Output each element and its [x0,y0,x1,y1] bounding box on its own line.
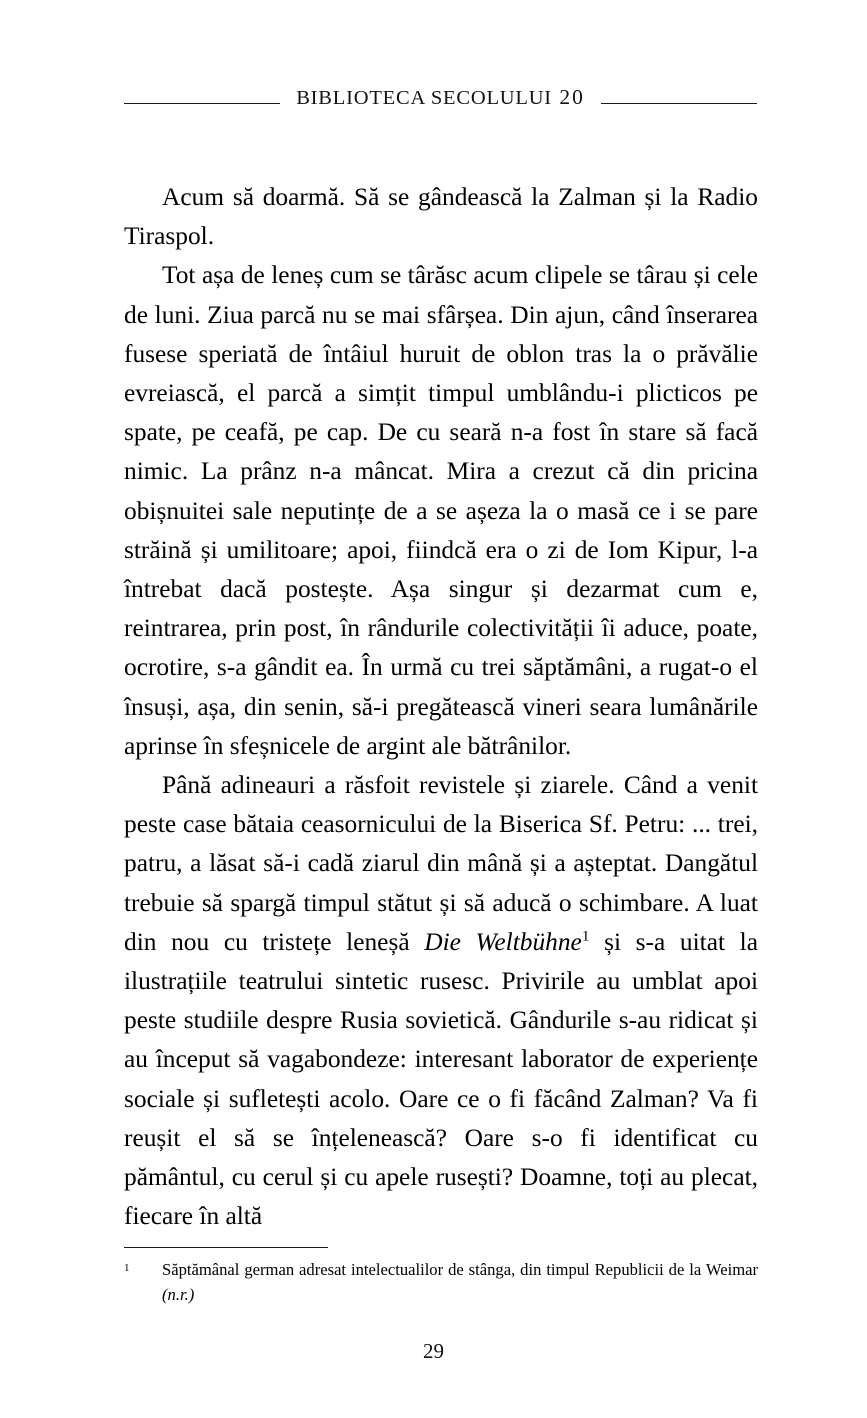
paragraph-3-text-before-italic: Până adineauri a răsfoit revistele și ziarele. Când a venit peste case bătaia ceasornicului de la Biserica Sf. Petru: ... trei, patru, a lăsat să-i cadă ziarul din mână și a așteptat. Dangătul trebuie să spargă timpul stătut și să aducă o schimbare. A luat din nou cu tristețe leneșă [124,771,758,956]
footnote-1 [124,1257,758,1307]
header-title-number: 20 [559,84,585,109]
header-title-text: BIBLIOTECA SECOLULUI [296,86,552,109]
running-header [124,82,757,112]
paragraph-3 [124,766,758,1236]
footnote-text: Săptămânal german adresat intelectualilor de stânga, din timpul Republicii de la Weimar [162,1260,758,1279]
header-rule-left [124,103,280,104]
footnote-attribution: (n.r.) [162,1285,195,1304]
journal-title-die-weltbuhne: Die Weltbühne [424,927,582,956]
footnote-marker: 1 [124,1262,130,1274]
header-rule-right [601,103,757,104]
body-text-block [124,178,758,1236]
page-number: 29 [423,1339,444,1363]
footnote-separator-rule [124,1247,328,1248]
footnote-area [124,1247,758,1307]
paragraph-1: Acum să doarmă. Să se gândească la Zalman și la Radio Tiraspol. [124,183,758,251]
paragraph-2: Tot așa de leneș cum se târăsc acum clipele se târau și cele de luni. Ziua parcă nu se mai sfârșea. Din ajun, când înserarea fusese speriată de întâiul huruit de oblon tras la o prăvălie evreiască, el parcă a simțit timpul umblându-i plicticos pe spate, pe ceafă, pe cap. De cu seară n-a fost în stare să facă nimic. La prânz n-a mâncat. Mira a crezut că din pricina obișnuitei sale neputințe de a se așeza la o masă ce i se pare străină și umilitoare; apoi, fiindcă era o zi de Iom Kipur, l-a întrebat dacă postește. Așa singur și dezarmat cum e, reintrarea, prin post, în rândurile colectivității îi aduce, poate, ocrotire, s-a gândit ea. În urmă cu trei săptămâni, a rugat-o el însuși, așa, din senin, să-i pregătească vineri seara lumânările aprinse în sfeșnicele de argint ale bătrânilor. [124,261,758,760]
footnote-reference-marker[interactable]: 1 [581,927,590,945]
paragraph-3-text-after-italic: și s-a uitat la ilustrațiile teatrului sintetic rusesc. Privirile au umblat apoi peste studiile despre Rusia sovietică. Gândurile s-au ridicat și au început să vagabondeze: interesant laborator de experiențe sociale și sufletești acolo. Oare ce o fi făcând Zalman? Va fi reușit el să se înțelenească? Oare s-o fi identificat cu pământul, cu cerul și cu apele rusești? Doamne, toți au plecat, fiecare în altă [124,927,758,1231]
page-title [280,85,601,110]
